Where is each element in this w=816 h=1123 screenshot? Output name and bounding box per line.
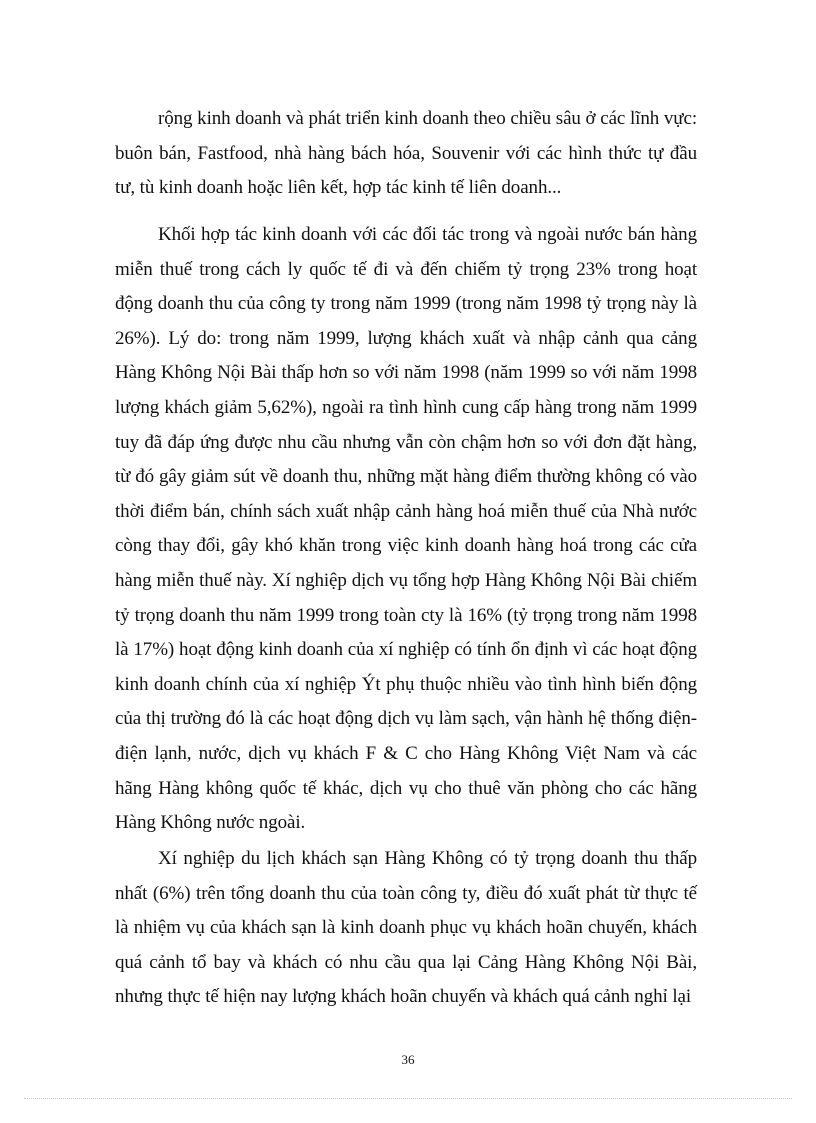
body-paragraph-3: Xí nghiệp du lịch khách sạn Hàng Không có tỷ trọng doanh thu thấp nhất (6%) trên tổng doanh thu của toàn công ty, điều đó xuất phát từ thực tế là nhiệm vụ của khách sạn là kinh doanh phục vụ khách hoãn chuyến, khách quá cảnh tổ bay và khách có nhu cầu qua lại Cảng Hàng Không Nội Bài, nhưng thực tế hiện nay lượng khách hoãn chuyến và khách quá cảnh nghỉ lại [115, 848, 697, 1008]
body-paragraph-2: Khối hợp tác kinh doanh với các đối tác trong và ngoài nước bán hàng miễn thuế trong cách ly quốc tế đi và đến chiếm tỷ trọng 23% trong hoạt động doanh thu của công ty trong năm 1999 (trong năm 1998 tỷ trọng này là 26%). Lý do: trong năm 1999, lượng khách xuất và nhập cảnh qua cảng Hàng Không Nội Bài thấp hơn so với năm 1998 (năm 1999 so với năm 1998 lượng khách giảm 5,62%), ngoài ra tình hình cung cấp hàng trong năm 1999 tuy đã đáp ứng được nhu cầu nhưng vẫn còn chậm hơn so với đơn đặt hàng, từ đó gây giảm sút về doanh thu, những mặt hàng điểm thường không có vào thời điểm bán, chính sách xuất nhập cảnh hàng hoá miễn thuế của Nhà nước còng thay đổi, gây khó khăn trong việc kinh doanh hàng hoá trong các cửa hàng miễn thuế này. Xí nghiệp dịch vụ tổng hợp Hàng Không Nội Bài chiếm tỷ trọng doanh thu năm 1999 trong toàn cty là 16% (tỷ trọng trong năm 1998 là 17%) hoạt động kinh doanh của xí nghiệp có tính ổn định vì các hoạt động kinh doanh chính của xí nghiệp Ýt phụ thuộc nhiều vào tình hình biến động của thị trường đó là các hoạt động dịch vụ làm sạch, vận hành hệ thống điện-điện lạnh, nước, dịch vụ khách F & C cho Hàng Không Việt Nam và các hãng Hàng không quốc tế khác, dịch vụ cho thuê văn phòng cho các hãng Hàng Không nước ngoài. [115, 224, 697, 834]
page-bottom-divider [24, 1098, 792, 1099]
page-number: 36 [401, 1052, 415, 1067]
body-paragraph-1: rộng kinh doanh và phát triển kinh doanh theo chiều sâu ở các lĩnh vực: buôn bán, Fastfood, nhà hàng bách hóa, Souvenir với các hình thức tự đầu tư, tù kinh doanh hoặc liên kết, hợp tác kinh tế liên doanh... [115, 108, 697, 199]
